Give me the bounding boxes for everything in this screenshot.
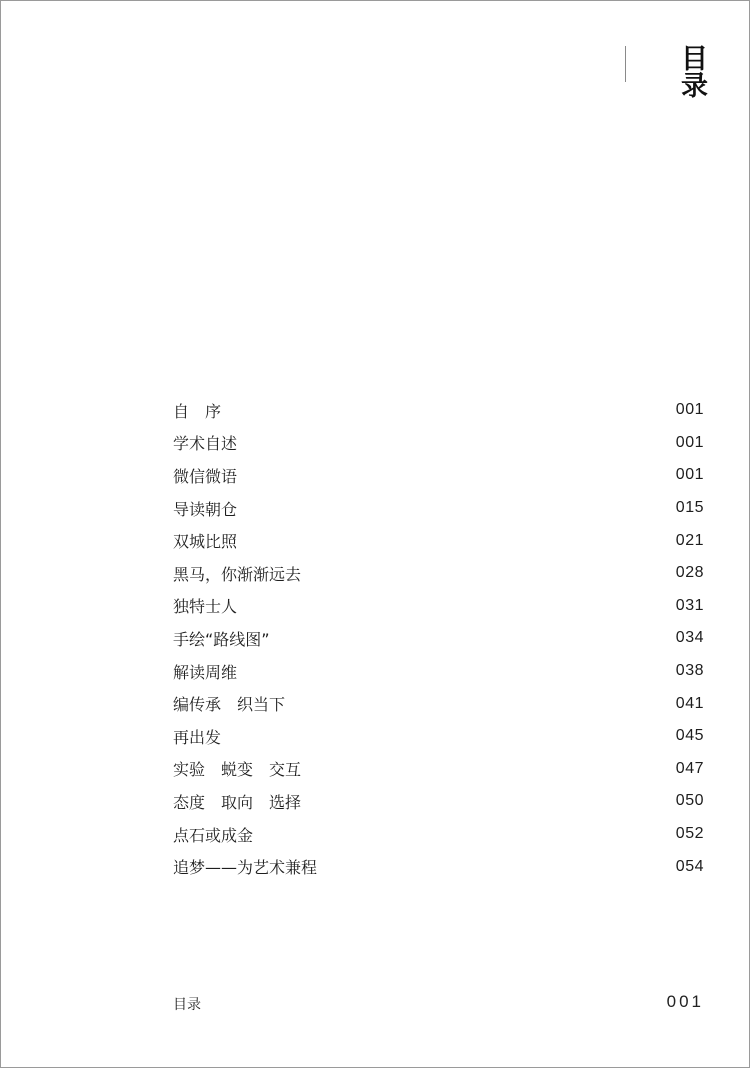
toc-entry-label: 微信微语 xyxy=(173,466,238,486)
toc-entry-roadmap[interactable] xyxy=(173,622,704,655)
toc-entry-label: 实验 蜕变 交互 xyxy=(173,760,302,780)
toc-entry-page: 001 xyxy=(675,401,704,419)
toc-entry-depart-again[interactable] xyxy=(173,720,704,753)
toc-entry-inheritance[interactable] xyxy=(173,687,704,720)
header-divider xyxy=(625,46,626,82)
toc-entry-label: 追梦——为艺术兼程 xyxy=(173,858,318,878)
toc-entry-attitude[interactable] xyxy=(173,785,704,818)
toc-entry-label: 再出发 xyxy=(173,727,222,747)
toc-entry-label: 独特士人 xyxy=(173,597,238,617)
table-of-contents xyxy=(173,394,704,883)
toc-entry-page: 021 xyxy=(675,531,704,549)
toc-entry-label: 点石或成金 xyxy=(173,825,254,845)
toc-entry-wechat-notes[interactable] xyxy=(173,459,704,492)
toc-entry-page: 001 xyxy=(675,466,704,484)
toc-entry-page: 041 xyxy=(675,694,704,712)
toc-entry-label: 学术自述 xyxy=(173,434,238,454)
toc-entry-label: 编传承 织当下 xyxy=(173,695,286,715)
toc-entry-page: 028 xyxy=(675,564,704,582)
toc-entry-page: 001 xyxy=(675,433,704,451)
toc-entry-black-horse[interactable] xyxy=(173,557,704,590)
toc-entry-unique-scholar[interactable] xyxy=(173,590,704,623)
toc-entry-chasing-dreams[interactable] xyxy=(173,850,704,883)
toc-entry-experiment[interactable] xyxy=(173,753,704,786)
toc-entry-academic-statement[interactable] xyxy=(173,427,704,460)
toc-entry-page: 034 xyxy=(675,629,704,647)
toc-entry-page: 015 xyxy=(675,499,704,517)
toc-entry-reading-asakura[interactable] xyxy=(173,492,704,525)
toc-entry-label: 导读朝仓 xyxy=(173,499,238,519)
page-title: 目录 xyxy=(676,44,707,98)
toc-entry-label: 自 序 xyxy=(173,401,222,421)
toc-entry-two-cities[interactable] xyxy=(173,524,704,557)
toc-entry-touchstone[interactable] xyxy=(173,818,704,851)
toc-entry-page: 047 xyxy=(675,759,704,777)
toc-entry-page: 031 xyxy=(675,596,704,614)
footer-page-number: 001 xyxy=(666,992,704,1011)
footer-section-label: 目录 xyxy=(173,997,201,1013)
toc-entry-page: 038 xyxy=(675,662,704,680)
toc-entry-preface[interactable] xyxy=(173,394,704,427)
toc-entry-page: 054 xyxy=(675,857,704,875)
toc-entry-page: 052 xyxy=(675,825,704,843)
toc-entry-label: 态度 取向 选择 xyxy=(173,792,302,812)
toc-entry-page: 045 xyxy=(675,727,704,745)
toc-entry-label: 双城比照 xyxy=(173,532,238,552)
toc-entry-page: 050 xyxy=(675,792,704,810)
toc-entry-reading-zhouwei[interactable] xyxy=(173,655,704,688)
toc-entry-label: 黑马，你渐渐远去 xyxy=(173,564,302,584)
toc-entry-label: 解读周维 xyxy=(173,662,238,682)
toc-entry-label: 手绘“路线图” xyxy=(173,629,270,649)
